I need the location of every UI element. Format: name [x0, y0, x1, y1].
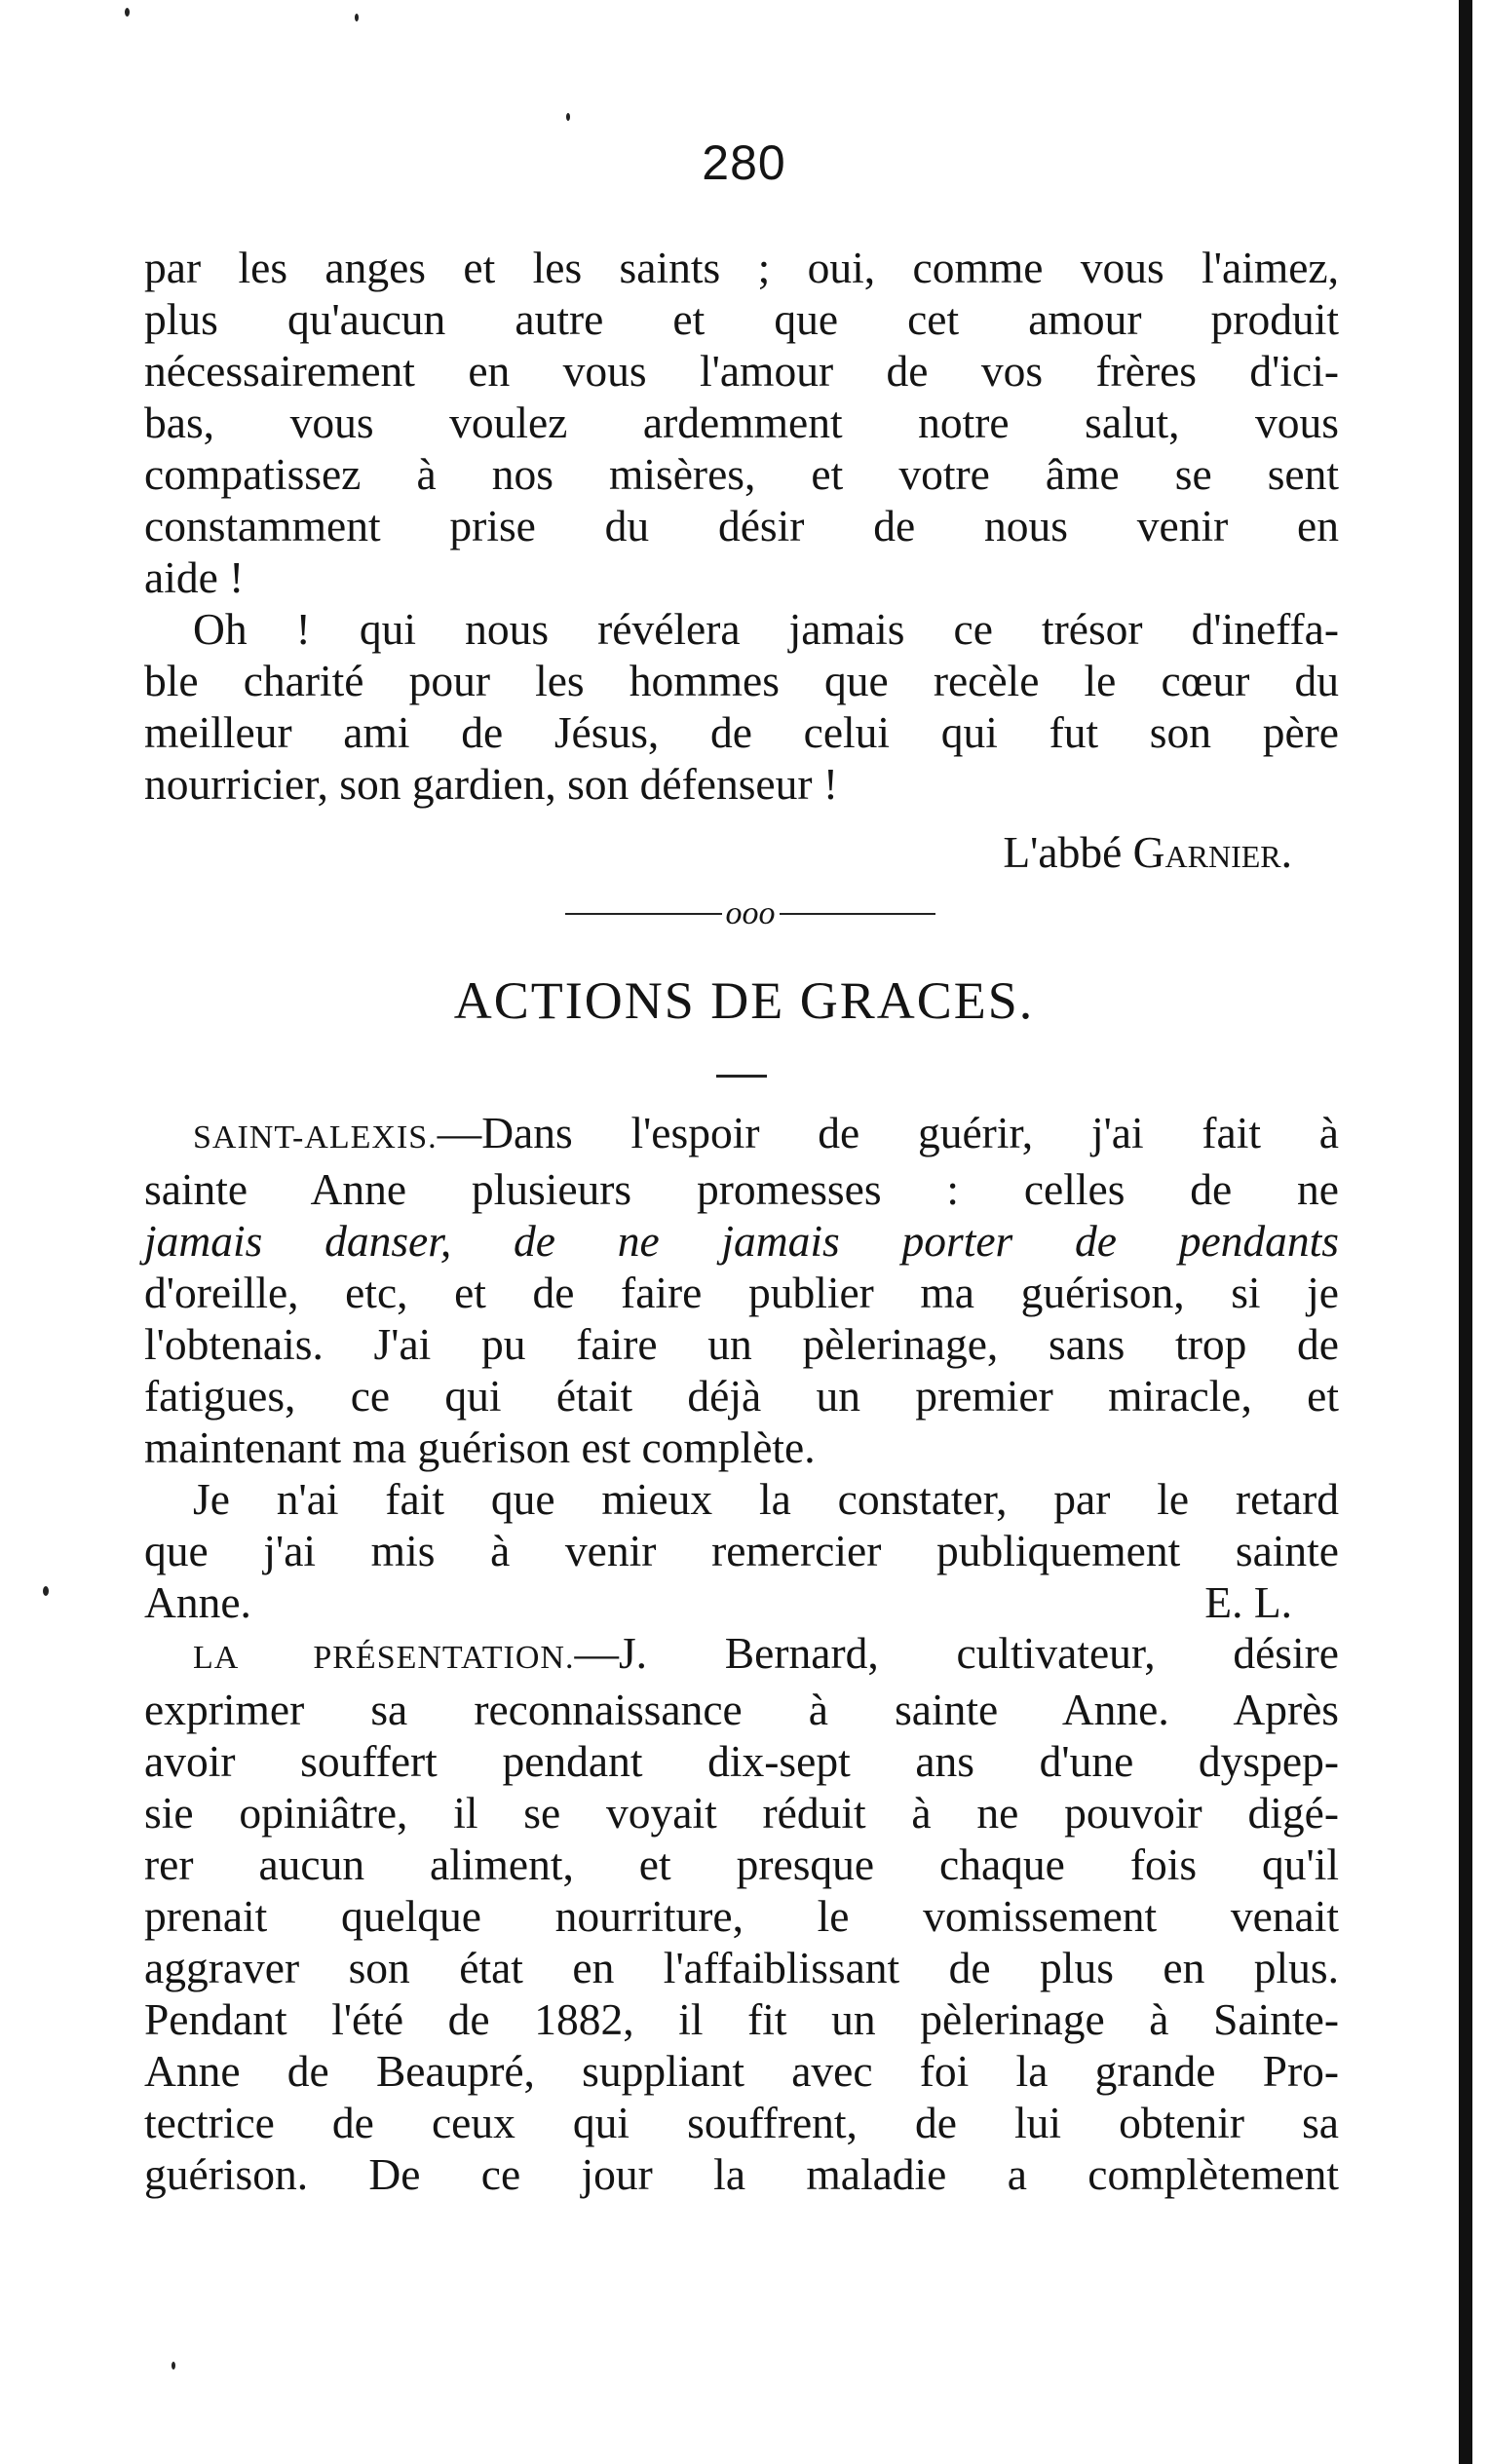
text-line: Je n'ai fait que mieux la constater, par le retard — [193, 1474, 1339, 1524]
ink-speck — [172, 2362, 175, 2369]
text-line: aide ! — [144, 552, 245, 602]
text-line: aggraver son état en l'affaiblissant de plus en plus. — [144, 1943, 1339, 1992]
text-line: exprimer sa reconnaissance à sainte Anne. Après — [144, 1685, 1339, 1734]
testimony-place: SAINT-ALEXIS. — [193, 1119, 438, 1156]
text-line: d'oreille, etc, et de faire publier ma guérison, si je — [144, 1268, 1339, 1317]
text-line: rer aucun aliment, et presque chaque fois qu'il — [144, 1839, 1339, 1889]
text-line: nourricier, son gardien, son défenseur ! — [144, 759, 839, 809]
text-line: prenait quelque nourriture, le vomissement venait — [144, 1891, 1339, 1941]
text-line: par les anges et les saints ; oui, comme vous l'aimez, — [144, 243, 1339, 292]
text-line: Anne de Beaupré, suppliant avec foi la grande Pro- — [144, 2046, 1339, 2096]
separator-dash-left — [565, 913, 722, 915]
text-line: ble charité pour les hommes que recèle le cœur du — [144, 656, 1339, 705]
paragraph-continued — [144, 242, 1339, 603]
text-line: Pendant l'été de 1882, il fit un pèlerinage à Sainte- — [144, 1994, 1339, 2044]
text-line: tectrice de ceux qui souffrent, de lui obtenir sa — [144, 2098, 1339, 2147]
text-line: nécessairement en vous l'amour de vos frères d'ici- — [144, 346, 1339, 396]
page-number: 280 — [702, 135, 786, 190]
heading-rule — [716, 1075, 767, 1078]
testimony-last-word: Anne. — [144, 1577, 251, 1627]
testimony-place: LA PRÉSENTATION. — [193, 1640, 575, 1676]
text-line: constamment prise du désir de nous venir en — [144, 501, 1339, 550]
text-line: maintenant ma guérison est complète. — [144, 1422, 816, 1472]
testimony-saint-alexis — [144, 1107, 1339, 1628]
ink-speck — [355, 14, 359, 21]
text-line: l'obtenais. J'ai pu faire un pèlerinage, sans trop de — [144, 1319, 1339, 1369]
signature-name: Garnier. — [1132, 827, 1292, 877]
text-line — [144, 1107, 1339, 1163]
text-line: fatigues, ce qui était déjà un premier miracle, et — [144, 1371, 1339, 1421]
separator-mark: ooo — [725, 895, 776, 931]
text-line: bas, vous voulez ardemment notre salut, vous — [144, 398, 1339, 447]
page-edge-rule — [1459, 0, 1472, 2464]
author-signature — [144, 826, 1292, 878]
text-line: guérison. De ce jour la maladie a complètement — [144, 2149, 1339, 2199]
ink-speck — [43, 1586, 49, 1596]
section-separator — [565, 894, 935, 933]
text-line: meilleur ami de Jésus, de celui qui fut son père — [144, 707, 1339, 757]
ink-speck — [566, 113, 570, 121]
text-line: sie opiniâtre, il se voyait réduit à ne pouvoir digé- — [144, 1788, 1339, 1838]
ink-speck — [125, 8, 130, 17]
testimony-la-presentation — [144, 1627, 1339, 2200]
section-heading: ACTIONS DE GRACES. — [453, 971, 1035, 1030]
text-line: compatissez à nos misères, et votre âme se sent — [144, 449, 1339, 499]
testimony-text: —J. Bernard, cultivateur, désire — [574, 1628, 1339, 1678]
testimony-text: —Dans l'espoir de guérir, j'ai fait à — [437, 1108, 1339, 1157]
text-line: jamais danser, de ne jamais porter de pendants — [144, 1216, 1339, 1266]
text-line: avoir souffert pendant dix-sept ans d'une dyspep- — [144, 1736, 1339, 1786]
paragraph-charity — [144, 603, 1339, 810]
testimony-initials: E. L. — [1204, 1577, 1292, 1627]
text-line — [144, 1576, 1339, 1628]
separator-dash-right — [780, 913, 936, 915]
text-line — [144, 1627, 1339, 1684]
text-line: que j'ai mis à venir remercier publiquement sainte — [144, 1526, 1339, 1575]
text-line: plus qu'aucun autre et que cet amour produit — [144, 294, 1339, 344]
text-line: Oh ! qui nous révélera jamais ce trésor d'ineffa- — [193, 604, 1339, 654]
text-line: sainte Anne plusieurs promesses : celles de ne — [144, 1164, 1339, 1214]
signature-prefix: L'abbé — [1003, 827, 1133, 877]
